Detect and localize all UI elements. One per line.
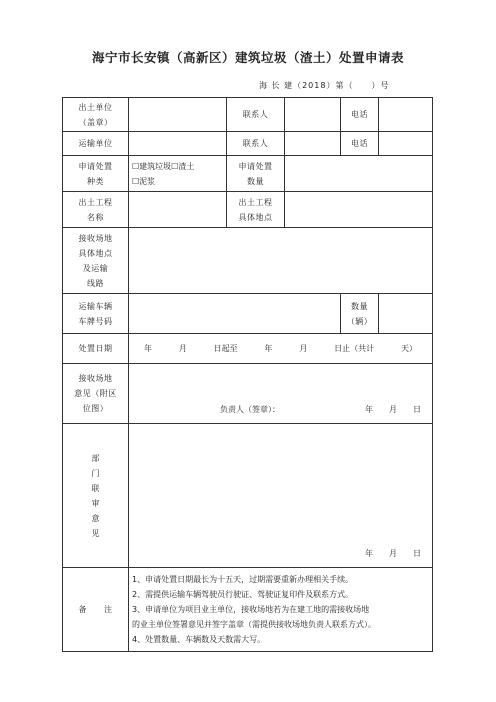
row-project — [63, 192, 433, 228]
row-apply-type — [63, 156, 433, 192]
phone-field[interactable] — [379, 98, 433, 132]
note-line: 的业主单位签署意见并签字盖章（需提供接收场地负责人联系方式）。 — [132, 620, 376, 629]
phone2-field[interactable] — [379, 132, 433, 156]
vehicle-count-label: 数量 （辆） — [341, 294, 379, 334]
vehicle-plate-field[interactable] — [129, 294, 341, 334]
notes-content — [129, 568, 433, 652]
project-name-field[interactable] — [129, 192, 227, 228]
dept-opinion-date: 年 月 日 — [365, 549, 421, 558]
dept-opinion-field[interactable] — [129, 424, 433, 568]
vehicle-plate-label: 运输车辆 车牌号码 — [63, 294, 129, 334]
apply-type-label: 申请处置 种类 — [63, 156, 129, 192]
period-field[interactable] — [129, 334, 433, 364]
period-text: 年 月 日起至 年 月 日止（共计 天） — [144, 344, 417, 353]
row-unit-out — [63, 98, 433, 132]
application-form-table — [62, 97, 433, 652]
notes-label: 备 注 — [63, 568, 129, 652]
row-notes — [63, 568, 433, 652]
receive-site-label: 接收场地 具体地点 及运输 线路 — [63, 228, 129, 294]
phone2-label: 电话 — [341, 132, 379, 156]
site-opinion-field[interactable] — [129, 364, 433, 424]
row-vehicle — [63, 294, 433, 334]
form-title: 海宁市长安镇（高新区）建筑垃圾（渣土）处置申请表 — [91, 50, 404, 65]
project-location-field[interactable] — [285, 192, 433, 228]
phone-label: 电话 — [341, 98, 379, 132]
row-dept-opinion — [63, 424, 433, 568]
transport-unit-field[interactable] — [129, 132, 227, 156]
apply-type-options[interactable]: ☐建筑垃圾☐渣土 ☐泥浆 — [129, 156, 227, 192]
contact-label: 联系人 — [227, 98, 285, 132]
vehicle-count-field[interactable] — [379, 294, 433, 334]
site-opinion-date: 年 月 日 — [365, 405, 421, 414]
note-line: 3、申请单位为项目业主单位，接收场地若为在建工地的需接收场地 — [132, 605, 370, 614]
apply-qty-label: 申请处置 数量 — [227, 156, 285, 192]
row-transport-unit — [63, 132, 433, 156]
row-site-opinion — [63, 364, 433, 424]
row-period — [63, 334, 433, 364]
note-line: 1、申请处置日期最长为十五天，过期需要重新办理相关手续。 — [132, 575, 354, 584]
receive-site-field[interactable] — [129, 228, 433, 294]
contact2-field[interactable] — [285, 132, 341, 156]
row-receive-site — [63, 228, 433, 294]
dept-opinion-label: 部 门 联 审 意 见 — [63, 424, 129, 568]
note-line: 2、需提供运输车辆驾驶员行驶证、驾驶证复印件及联系方式。 — [132, 590, 354, 599]
period-label: 处置日期 — [63, 334, 129, 364]
document-number: 海 长 建（2018）第（ ）号 — [259, 81, 390, 90]
responsible-label: 负责人（签章）： — [220, 405, 280, 414]
contact2-label: 联系人 — [227, 132, 285, 156]
project-name-label: 出土工程 名称 — [63, 192, 129, 228]
project-location-label: 出土工程 具体地点 — [227, 192, 285, 228]
unit-out-label: 出土单位 （盖章） — [63, 98, 129, 132]
apply-qty-field[interactable] — [285, 156, 433, 192]
unit-out-field[interactable] — [129, 98, 227, 132]
note-line: 4、处置数量、车辆数及天数需大写。 — [132, 635, 266, 644]
transport-unit-label: 运输单位 — [63, 132, 129, 156]
site-opinion-label: 接收场地 意见（附区 位图） — [63, 364, 129, 424]
contact-field[interactable] — [285, 98, 341, 132]
